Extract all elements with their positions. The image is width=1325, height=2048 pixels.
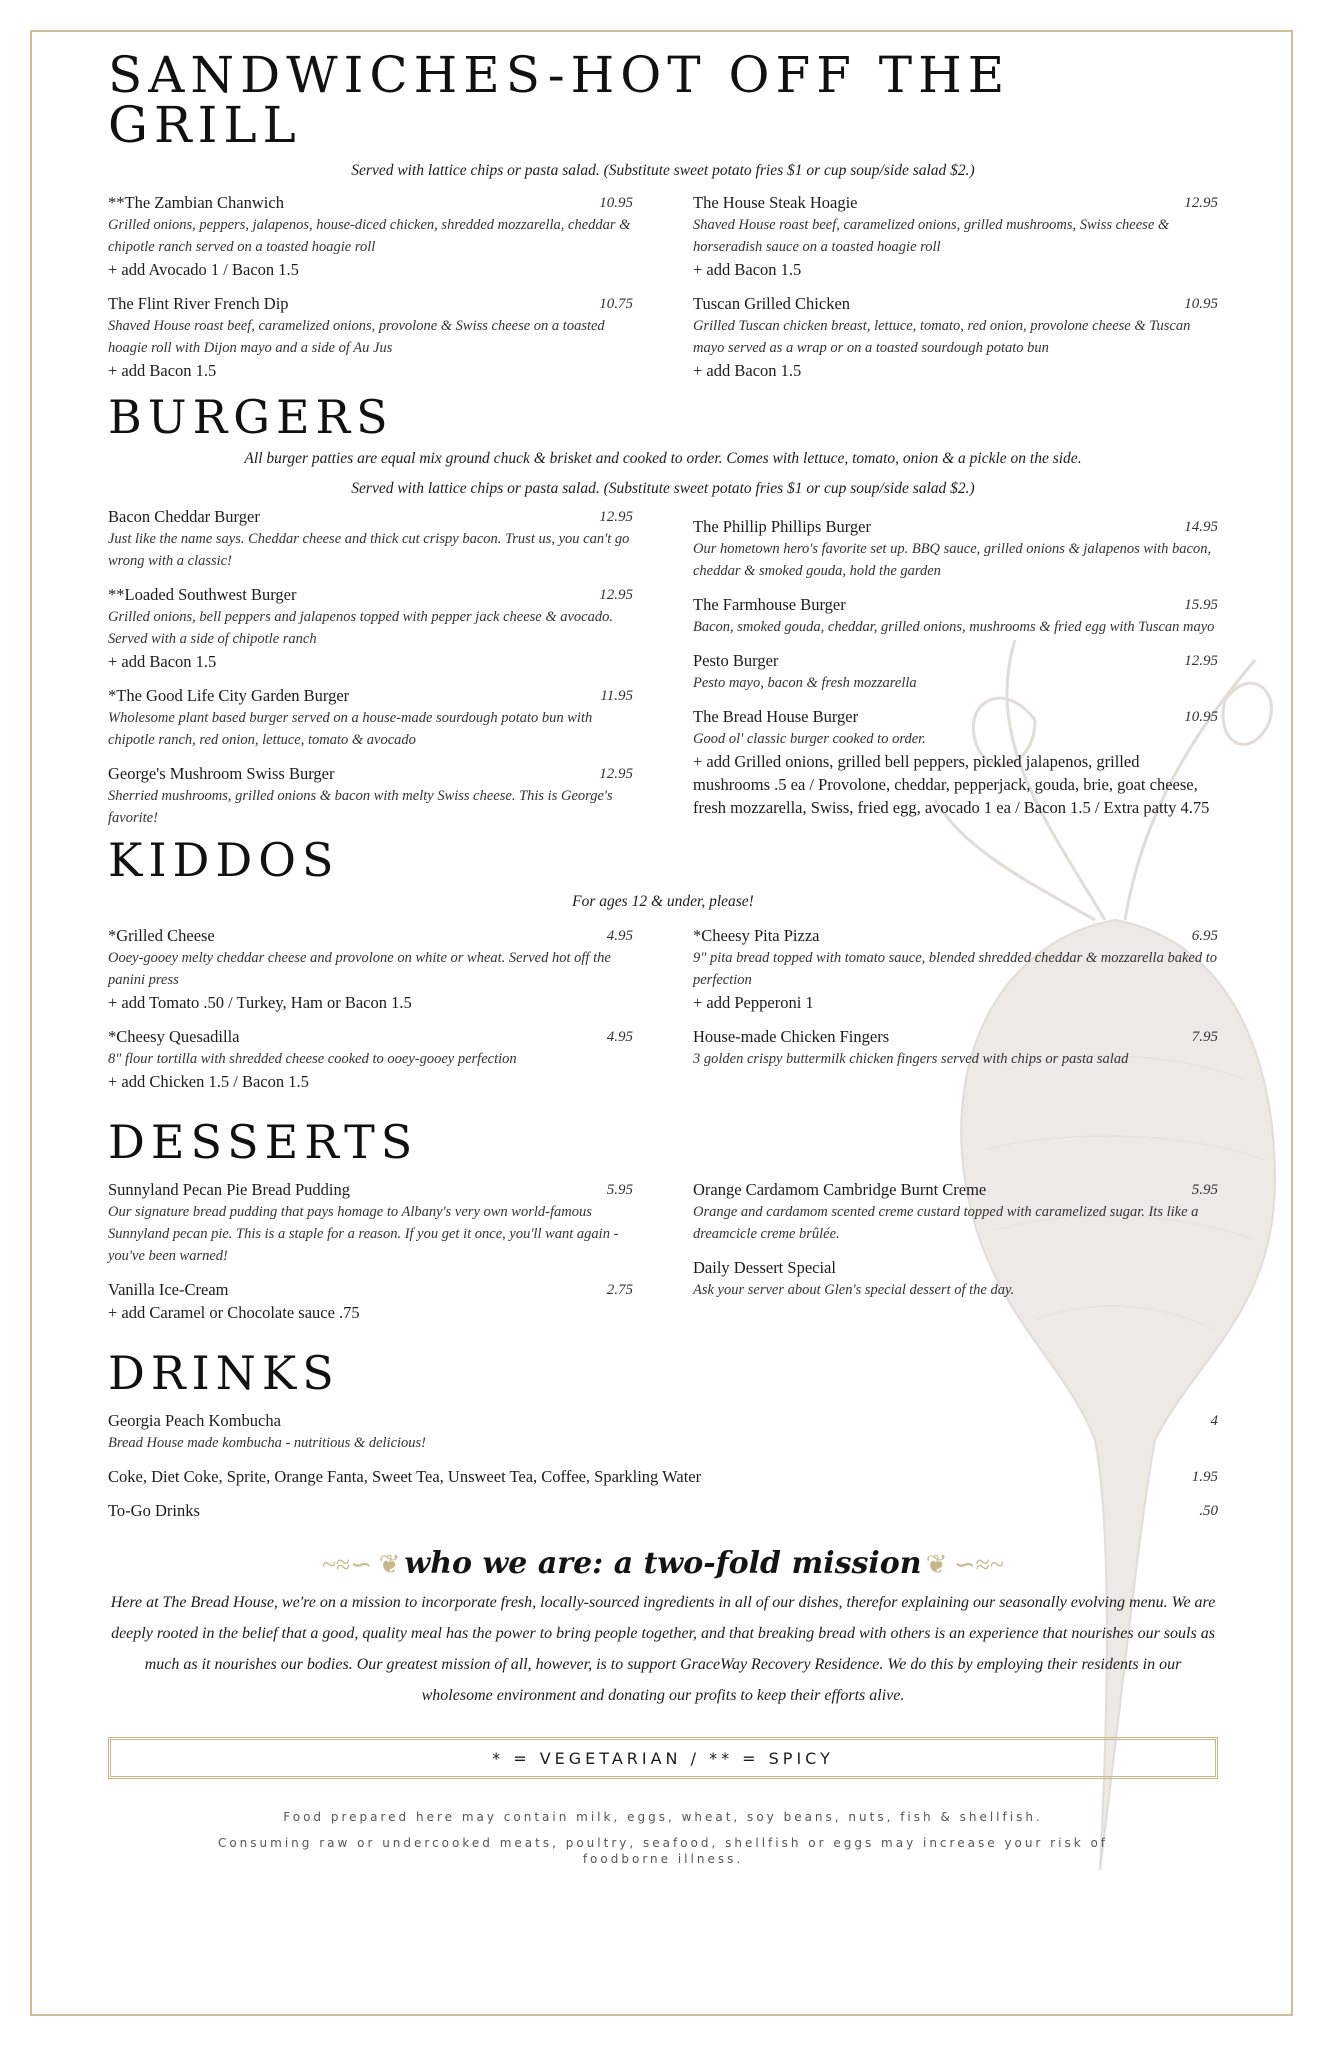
item-desc: Ask your server about Glen's special dessert of the day. [693,1282,1015,1298]
mission-title: who we are: a two-fold mission [404,1546,922,1581]
item-price: 10.95 [1184,296,1218,312]
item-desc: 9" pita bread topped with tomato sauce, blended shredded cheddar & mozzarella baked to perfection [693,950,1217,988]
menu-item [108,506,633,572]
item-price: 15.95 [1184,597,1218,613]
item-price: 4 [1210,1413,1218,1429]
item-price: 5.95 [1191,1182,1218,1198]
desserts-columns [108,1179,1218,1336]
raw-food-disclaimer: Consuming raw or undercooked meats, poultry, seafood, shellfish or eggs may increase your risk of foodborne illness. [217,1836,1109,1866]
swirl-ornament-icon: ~≈∽ ❦ [321,1550,401,1579]
desserts-heading: DESSERTS [108,1115,419,1169]
item-price: 12.95 [1184,653,1218,669]
item-desc: Our signature bread pudding that pays homage to Albany's very own world-famous Sunnyland pecan pie. This is a staple for a reason. If you get it once, you'll want again - you've been warned! [108,1204,619,1264]
item-desc: Wholesome plant based burger served on a house-made sourdough potato bun with chipotle ranch, red onion, lettuce, tomato & avocado [108,710,593,748]
kiddos-right [693,925,1218,1105]
sandwiches-left [108,192,633,394]
item-desc: Just like the name says. Cheddar cheese and thick cut crispy bacon. Trust us, you can't go wrong with a classic! [108,531,630,569]
item-add: + add Grilled onions, grilled bell peppers, pickled jalapenos, grilled mushrooms .5 ea / Provolone, cheddar, pepperjack, gouda, brie, goat cheese, fresh mozzarella, Swiss, fried egg, avocado 1 ea / Bacon 1.5 / Extra patty 4.75 [693,752,1210,817]
menu-item [108,293,633,382]
item-name: Coke, Diet Coke, Sprite, Orange Fanta, Sweet Tea, Unsweet Tea, Coffee, Sparkling Water [108,1467,702,1486]
item-desc: Grilled Tuscan chicken breast, lettuce, tomato, red onion, provolone cheese & Tuscan mayo served as a wrap or on a toasted sourdough potato bun [693,318,1191,356]
item-price: 2.75 [606,1282,633,1298]
burgers-note-2: Served with lattice chips or pasta salad. (Substitute sweet potato fries $1 or cup soup/side salad $2.) [351,480,975,497]
item-desc: Pesto mayo, bacon & fresh mozzarella [693,675,917,691]
burgers-columns [108,506,1218,841]
menu-item [693,516,1218,582]
item-price: 4.95 [606,1029,633,1045]
item-name: Orange Cardamom Cambridge Burnt Creme [693,1180,987,1199]
item-price: 11.95 [600,688,633,704]
mission-header [108,1546,1218,1581]
item-desc: Our hometown hero's favorite set up. BBQ sauce, grilled onions & jalapenos with bacon, cheddar & smoked gouda, hold the garden [693,541,1212,579]
drinks-heading: DRINKS [108,1346,340,1400]
menu-item [108,1500,1218,1522]
item-name: Tuscan Grilled Chicken [693,294,851,313]
sandwiches-heading: SANDWICHES-HOT OFF THE GRILL [108,46,1011,154]
item-price: 12.95 [1184,195,1218,211]
item-add: + add Bacon 1.5 [693,260,802,279]
item-price: 4.95 [606,928,633,944]
menu-item [108,1026,633,1093]
item-price: 12.95 [599,766,633,782]
item-price: 10.75 [599,296,633,312]
burgers-heading: BURGERS [108,390,394,444]
item-add: + add Bacon 1.5 [108,652,217,671]
item-name: The Bread House Burger [693,707,859,726]
menu-item [108,1466,1218,1488]
item-desc: Orange and cardamom scented creme custard topped with caramelized sugar. Its like a dreamcicle creme brûlée. [693,1204,1199,1242]
item-name: George's Mushroom Swiss Burger [108,764,335,783]
menu-item [693,293,1218,382]
item-add: + add Avocado 1 / Bacon 1.5 [108,260,299,279]
menu-item [693,1026,1218,1070]
menu-content [108,46,1218,1867]
legend-text: * = VEGETARIAN / ** = SPICY [492,1748,834,1768]
desserts-left [108,1179,633,1336]
kiddos-heading: KIDDOS [108,833,340,887]
menu-item [108,763,633,829]
item-desc: Sherried mushrooms, grilled onions & bacon with melty Swiss cheese. This is George's favorite! [108,788,613,826]
burgers-note-1: All burger patties are equal mix ground chuck & brisket and cooked to order. Comes with lettuce, tomato, onion & a pickle on the side. [244,450,1082,467]
menu-item [693,594,1218,638]
item-name: Vanilla Ice-Cream [108,1280,229,1299]
menu-item [108,192,633,281]
item-add: + add Chicken 1.5 / Bacon 1.5 [108,1072,309,1091]
item-price: 12.95 [599,587,633,603]
menu-item [108,584,633,673]
item-price: 6.95 [1191,928,1218,944]
item-name: *Grilled Cheese [108,926,215,945]
item-price: 12.95 [599,509,633,525]
item-price: 14.95 [1184,519,1218,535]
item-desc: 8" flour tortilla with shredded cheese cooked to ooey-gooey perfection [108,1051,517,1067]
menu-item [693,1257,1218,1301]
menu-item [693,706,1218,819]
item-name: Bacon Cheddar Burger [108,507,260,526]
menu-item [108,1410,1218,1454]
item-name: **The Zambian Chanwich [108,193,284,212]
item-price: 10.95 [1184,709,1218,725]
legend-box [108,1737,1218,1779]
mission-text: Here at The Bread House, we're on a mission to incorporate fresh, locally-sourced ingredients in all of our dishes, therefor explaining our seasonally evolving menu. We are deeply rooted in the belief that a good, quality meal has the power to bring people together, and that breaking bread with others is an experience that nourishes our souls as much as it nourishes our bodies. Our greatest mission of all, however, is to support GraceWay Recovery Residence. We do this by employing their residents in our wholesome environment and donating our profits to keep their efforts alive. [110,1594,1216,1704]
item-name: *Cheesy Quesadilla [108,1027,240,1046]
item-name: The House Steak Hoagie [693,193,858,212]
kiddos-note: For ages 12 & under, please! [572,893,754,910]
item-name: Sunnyland Pecan Pie Bread Pudding [108,1180,350,1199]
item-name: The Phillip Phillips Burger [693,517,871,536]
item-name: House-made Chicken Fingers [693,1027,890,1046]
item-add: + add Pepperoni 1 [693,993,814,1012]
item-name: The Flint River French Dip [108,294,289,313]
burgers-right [693,506,1218,841]
desserts-right [693,1179,1218,1336]
item-name: *Cheesy Pita Pizza [693,926,820,945]
menu-item [693,1179,1218,1245]
item-price: 5.95 [606,1182,633,1198]
item-price: 1.95 [1191,1469,1218,1485]
item-desc: Shaved House roast beef, caramelized onions, grilled mushrooms, Swiss cheese & horseradish sauce on a toasted hoagie roll [693,217,1170,255]
item-name: To-Go Drinks [108,1501,200,1520]
item-desc: Bread House made kombucha - nutritious & delicious! [108,1435,427,1451]
item-desc: Good ol' classic burger cooked to order. [693,731,926,747]
item-add: + add Bacon 1.5 [108,361,217,380]
sandwiches-columns [108,192,1218,394]
sandwiches-note: Served with lattice chips or pasta salad. (Substitute sweet potato fries $1 or cup soup/side salad $2.) [351,162,975,179]
item-desc: Bacon, smoked gouda, cheddar, grilled onions, mushrooms & fried egg with Tuscan mayo [693,619,1215,635]
item-name: Daily Dessert Special [693,1258,836,1277]
item-name: *The Good Life City Garden Burger [108,686,350,705]
drinks-list [108,1410,1218,1522]
swirl-ornament-icon: ❦ ∽≈~ [925,1550,1004,1579]
item-price: 7.95 [1191,1029,1218,1045]
item-name: The Farmhouse Burger [693,595,846,614]
item-price: .50 [1199,1503,1218,1519]
item-add: + add Tomato .50 / Turkey, Ham or Bacon 1.5 [108,993,412,1012]
menu-item [693,650,1218,694]
menu-item [693,925,1218,1014]
menu-item [108,925,633,1014]
burgers-left [108,506,633,841]
menu-item [108,685,633,751]
menu-item [693,192,1218,281]
sandwiches-right [693,192,1218,394]
menu-item [108,1279,633,1324]
item-name: Pesto Burger [693,651,779,670]
item-name: **Loaded Southwest Burger [108,585,297,604]
kiddos-left [108,925,633,1105]
item-name: Georgia Peach Kombucha [108,1411,281,1430]
item-desc: Ooey-gooey melty cheddar cheese and provolone on white or wheat. Served hot off the panini press [108,950,611,988]
item-price: 10.95 [599,195,633,211]
item-desc: Grilled onions, peppers, jalapenos, house-diced chicken, shredded mozzarella, cheddar & chipotle ranch served on a toasted hoagie roll [108,217,631,255]
item-add: + add Bacon 1.5 [693,361,802,380]
item-desc: Shaved House roast beef, caramelized onions, provolone & Swiss cheese on a toasted hoagie roll with Dijon mayo and a side of Au Jus [108,318,605,356]
allergen-disclaimer: Food prepared here may contain milk, eggs, wheat, soy beans, nuts, fish & shellfish. [283,1810,1043,1824]
item-add: + add Caramel or Chocolate sauce .75 [108,1303,360,1322]
kiddos-columns [108,925,1218,1105]
item-desc: Grilled onions, bell peppers and jalapenos topped with pepper jack cheese & avocado. Served with a side of chipotle ranch [108,609,613,647]
menu-item [108,1179,633,1267]
item-desc: 3 golden crispy buttermilk chicken fingers served with chips or pasta salad [693,1051,1129,1067]
